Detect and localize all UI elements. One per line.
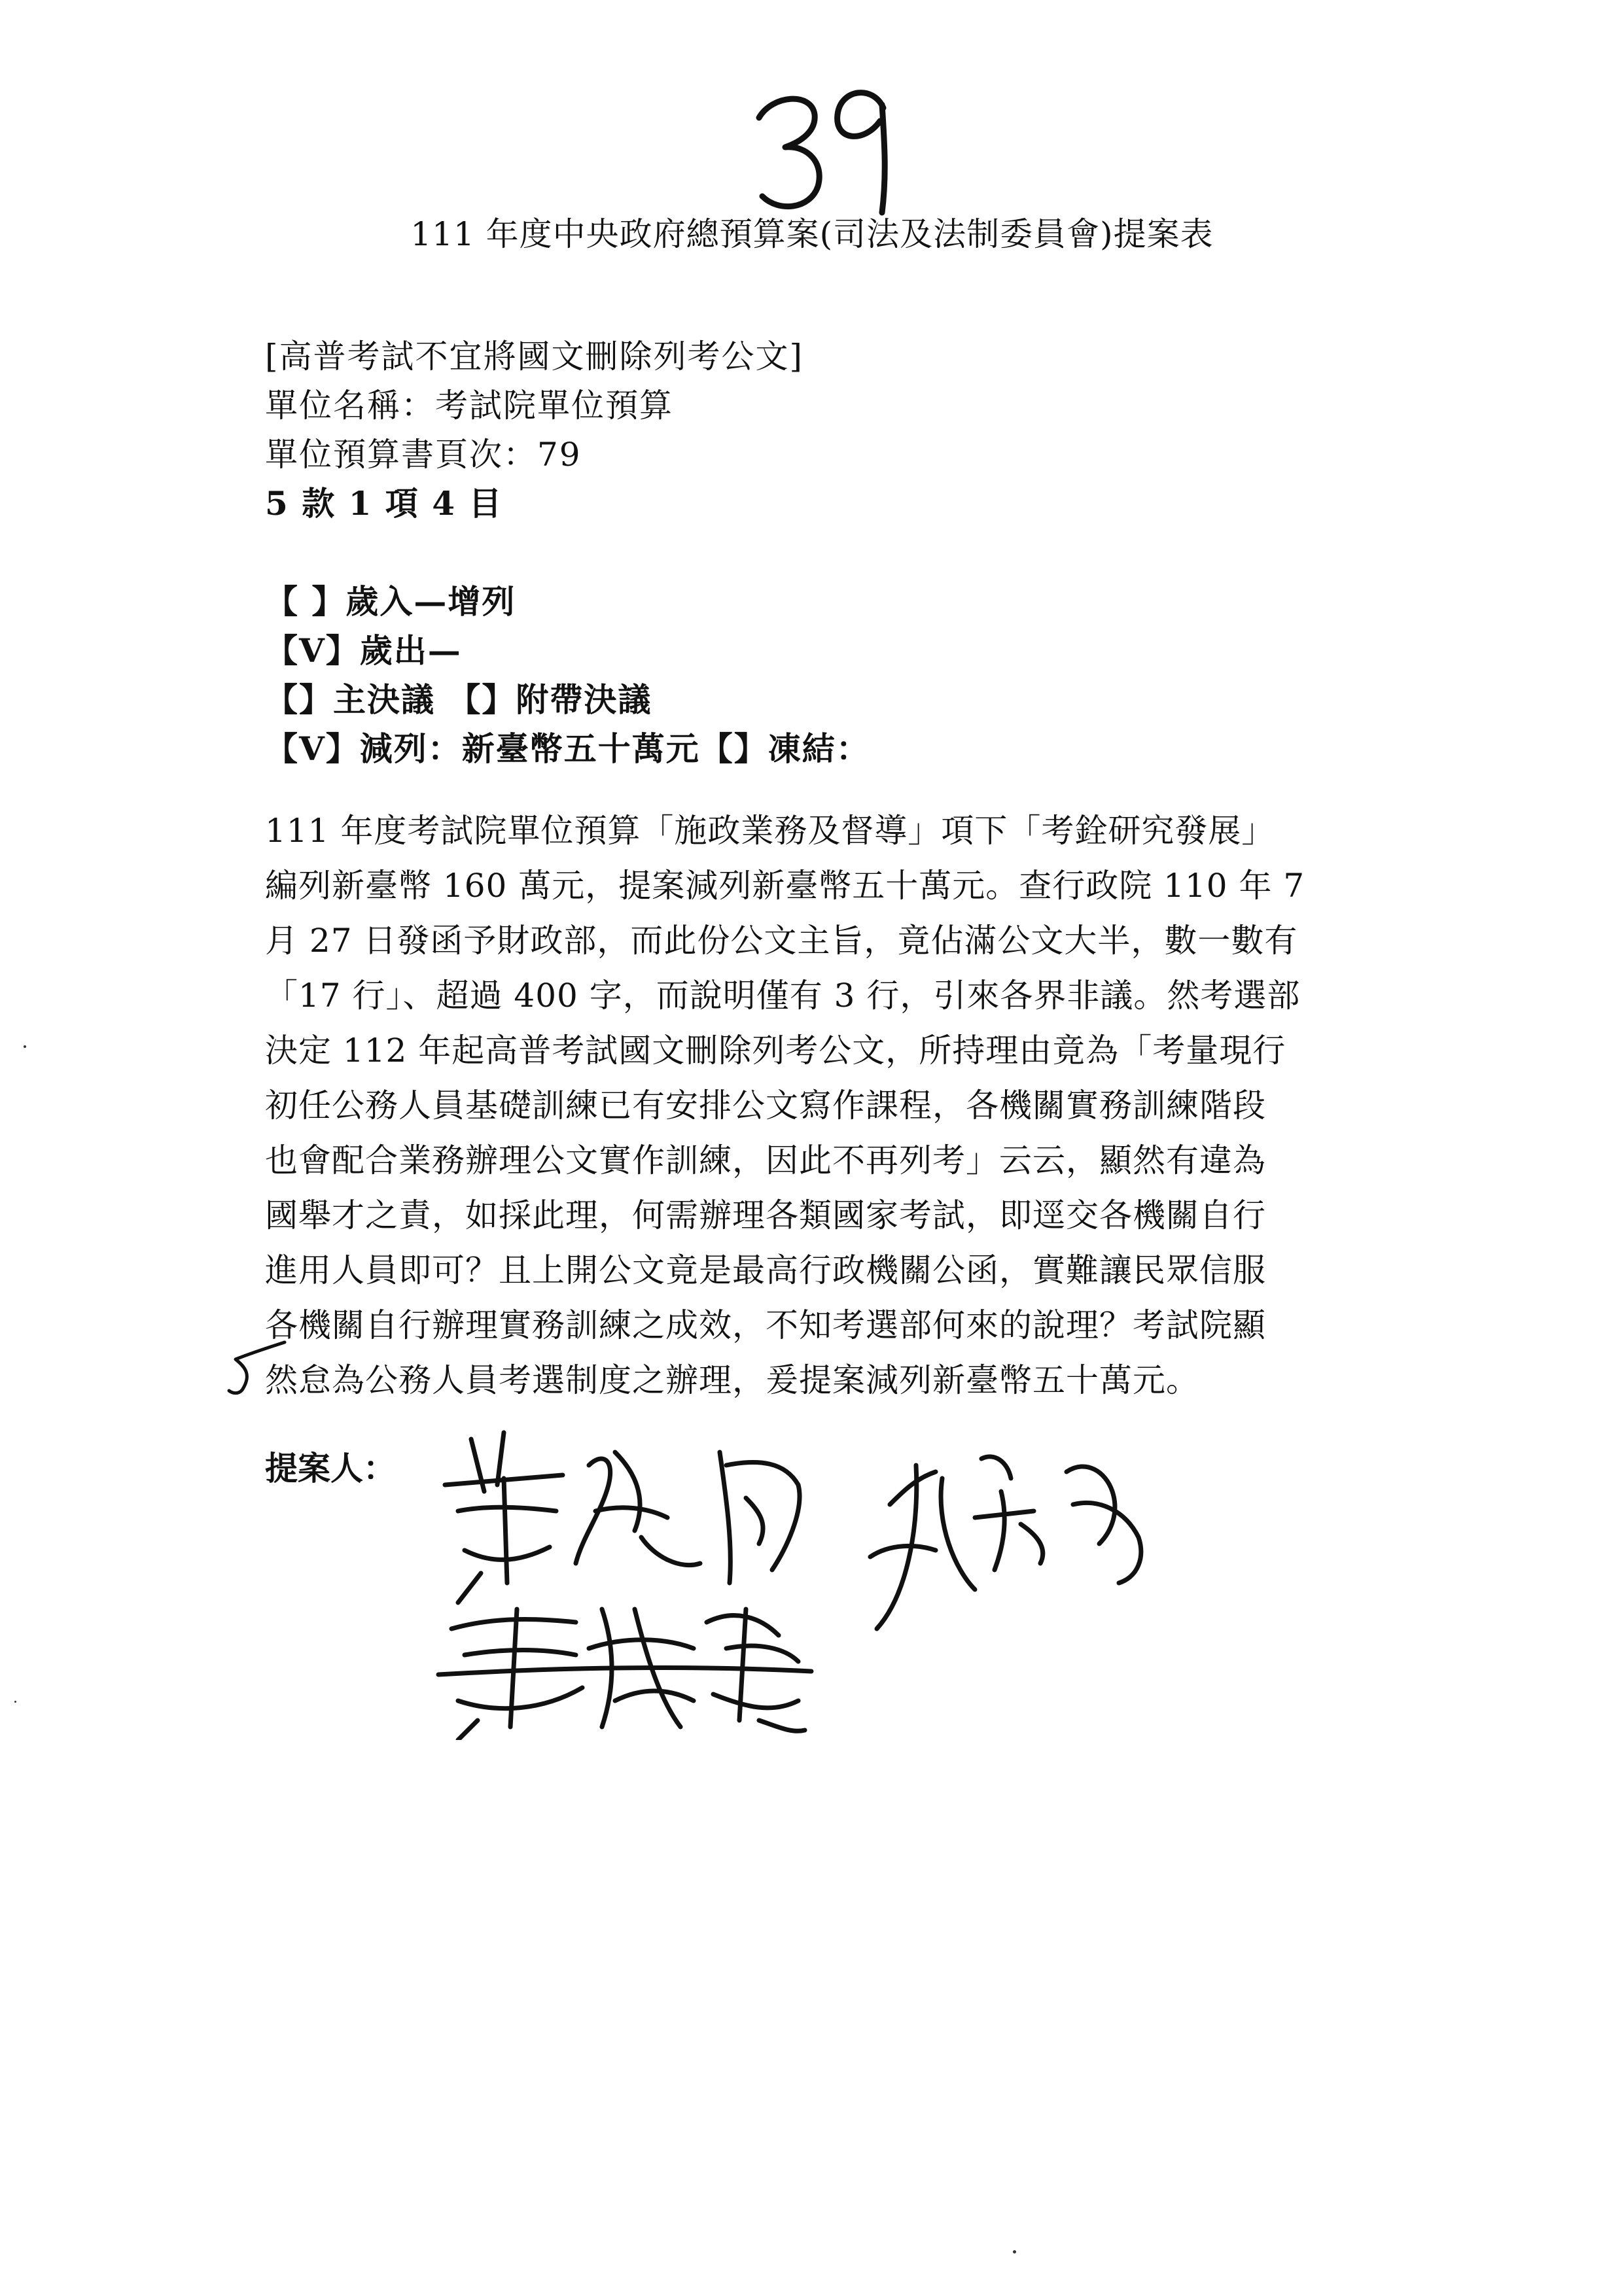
body-line: 初任公務人員基礎訓練已有安排公文寫作課程，各機關實務訓練階段 <box>265 1087 1266 1124</box>
budget-page-number: 單位預算書頁次：79 <box>265 436 582 474</box>
proposal-body <box>265 803 1417 1408</box>
handwritten-signatures <box>419 1413 1171 1740</box>
unit-name: 單位名稱：考試院單位預算 <box>265 387 673 425</box>
handwritten-page-number <box>733 72 903 222</box>
item-code: 5 款 1 項 4 目 <box>265 484 503 523</box>
option-revenue: 【 】歲入—增列 <box>265 582 516 621</box>
body-line: 也會配合業務辦理公文實作訓練，因此不再列考」云云，顯然有違為 <box>265 1141 1266 1179</box>
page-title: 111 年度中央政府總預算案(司法及法制委員會)提案表 <box>410 215 1214 253</box>
body-line: 決定 112 年起高普考試國文刪除列考公文，所持理由竟為「考量現行 <box>265 1032 1286 1070</box>
body-line: 月 27 日發函予財政部，而此份公文主旨，竟佔滿公文大半，數一數有 <box>265 922 1298 960</box>
scan-speck <box>14 1701 16 1703</box>
body-line: 「17 行」、超過 400 字，而說明僅有 3 行，引來各界非議。然考選部 <box>265 977 1301 1015</box>
body-line: 各機關自行辦理實務訓練之成效，不知考選部何來的說理？考試院顯 <box>265 1306 1266 1344</box>
option-expenditure: 【V】歲出— <box>265 631 462 670</box>
subject-line: [高普考試不宜將國文刪除列考公文] <box>265 338 804 375</box>
option-cut-freeze: 【V】減列：新臺幣五十萬元【】凍結： <box>265 729 870 768</box>
proposer-label: 提案人： <box>265 1449 396 1487</box>
body-line: 進用人員即可？且上開公文竟是最高行政機關公函，實難讓民眾信服 <box>265 1251 1266 1289</box>
body-line: 111 年度考試院單位預算「施政業務及督導」項下「考銓研究發展」 <box>265 812 1275 850</box>
body-line: 國舉才之責，如採此理，何需辦理各類國家考試，即逕交各機關自行 <box>265 1196 1266 1234</box>
body-line: 然怠為公務人員考選制度之辦理，爰提案減列新臺幣五十萬元。 <box>265 1361 1199 1399</box>
margin-check-mark <box>222 1334 294 1400</box>
option-resolution: 【】主決議 【】附帶決議 <box>265 680 652 719</box>
scan-speck <box>24 1045 26 1048</box>
scan-speck <box>1013 2250 1016 2253</box>
body-line: 編列新臺幣 160 萬元，提案減列新臺幣五十萬元。查行政院 110 年 7 <box>265 867 1305 905</box>
